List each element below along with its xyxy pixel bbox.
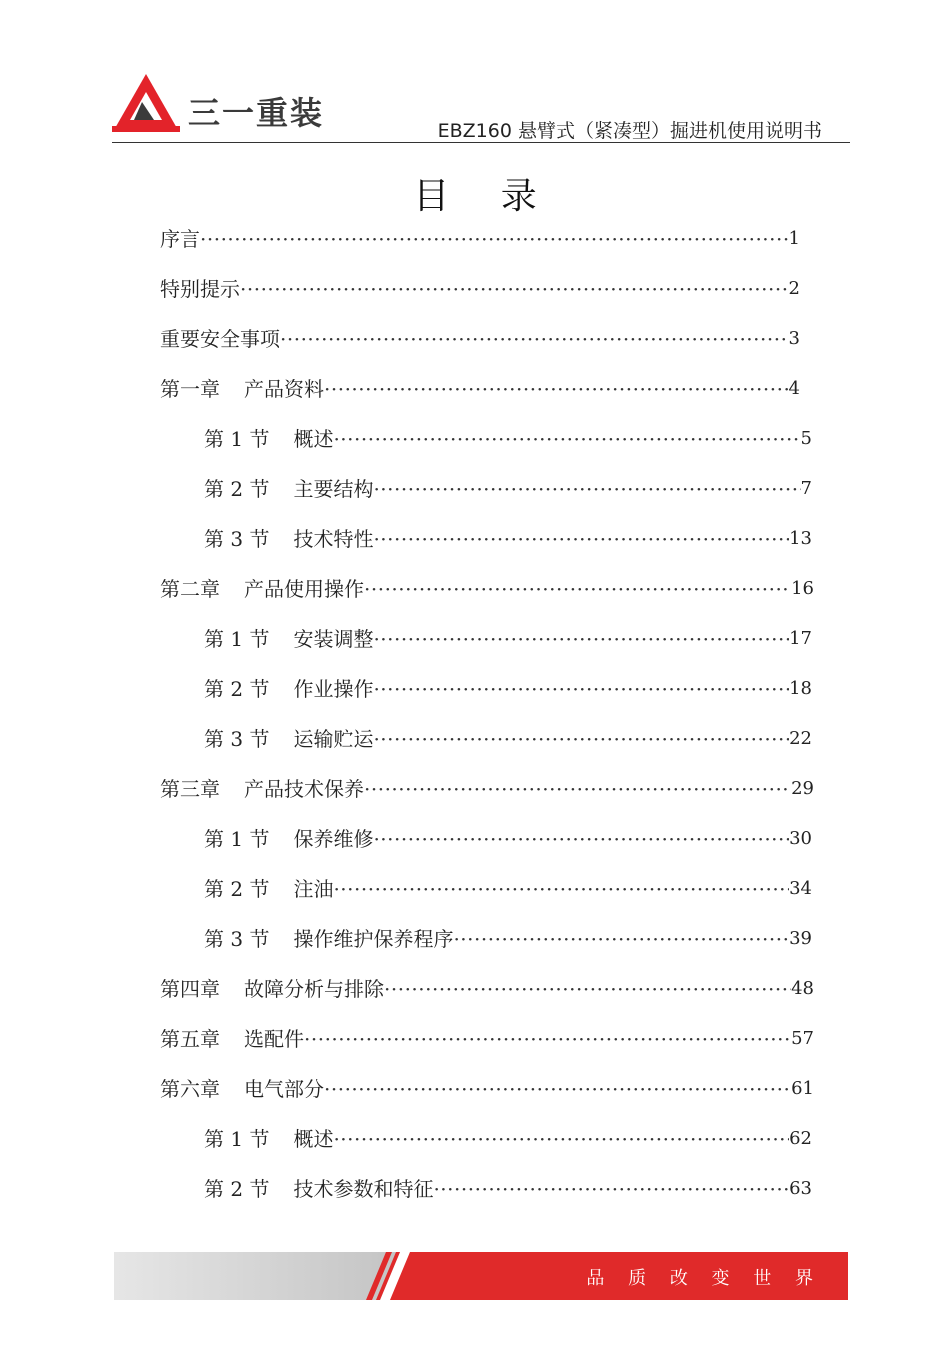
toc-leader-dots (200, 226, 789, 252)
toc-entry[interactable] (204, 522, 812, 552)
toc-entry-number: 第 2 节 (204, 877, 270, 901)
toc-entry[interactable] (160, 322, 800, 352)
toc-entry-page: 62 (789, 1128, 812, 1149)
toc-entry[interactable] (160, 1072, 814, 1102)
toc-leader-dots (373, 726, 789, 752)
toc-entry[interactable] (204, 472, 812, 502)
toc-leader-dots (333, 1126, 789, 1152)
toc-entry-label: 技术特性 (293, 527, 374, 551)
toc-entry-page: 63 (789, 1178, 812, 1199)
toc-entry-label: 选配件 (244, 1027, 304, 1051)
toc-entry-number: 第六章 (160, 1077, 220, 1101)
footer-slogan: 品 质 改 变 世 界 (586, 1268, 822, 1289)
toc-entry-label: 保养维修 (293, 827, 374, 851)
toc-entry-page: 29 (791, 778, 814, 799)
toc-heading: 目 录 (413, 176, 557, 217)
toc-leader-dots (373, 826, 789, 852)
toc-entry[interactable] (204, 672, 812, 702)
toc-entry[interactable] (204, 622, 812, 652)
toc-entry-label: 重要安全事项 (160, 327, 280, 351)
toc-entry[interactable] (160, 372, 800, 402)
toc-entry-page: 2 (788, 278, 800, 299)
toc-entry-number: 第二章 (160, 577, 220, 601)
toc-leader-dots (324, 376, 789, 402)
toc-entry-page: 34 (789, 878, 812, 899)
toc-entry-page: 13 (789, 528, 812, 549)
toc-leader-dots (324, 1076, 791, 1102)
toc-entry-page: 4 (788, 378, 800, 399)
toc-entry-page: 16 (791, 578, 814, 599)
toc-entry-label: 主要结构 (293, 477, 374, 501)
toc-entry-page: 7 (800, 478, 812, 499)
toc-entry-label: 产品技术保养 (244, 777, 364, 801)
toc-entry-page: 22 (789, 728, 812, 749)
toc-entry-number: 第 3 节 (204, 927, 270, 951)
toc-entry-label: 安装调整 (293, 627, 374, 651)
sany-logo-icon (112, 72, 180, 134)
toc-entry[interactable] (160, 1022, 814, 1052)
toc-entry-label: 产品资料 (244, 377, 324, 401)
toc-entry-label: 概述 (293, 1127, 334, 1151)
toc-leader-dots (333, 426, 800, 452)
brand-name: 三一重装 (188, 94, 325, 132)
toc-leader-dots (373, 626, 789, 652)
toc-entry-page: 48 (791, 978, 814, 999)
toc-entry-number: 第 1 节 (204, 1127, 270, 1151)
toc-entry-label: 电气部分 (244, 1077, 324, 1101)
toc-entry[interactable] (160, 972, 814, 1002)
toc-leader-dots (373, 476, 800, 502)
toc-entry[interactable] (160, 572, 814, 602)
toc-entry-number: 第 1 节 (204, 427, 270, 451)
toc-entry-page: 30 (789, 828, 812, 849)
toc-entry-number: 第 3 节 (204, 527, 270, 551)
toc-entry[interactable] (204, 422, 812, 452)
toc-entry-label: 注油 (293, 877, 334, 901)
toc-entry-page: 61 (791, 1078, 814, 1099)
toc-entry-number: 第四章 (160, 977, 220, 1001)
toc-leader-dots (364, 776, 791, 802)
toc-entry-number: 第 1 节 (204, 627, 270, 651)
toc-entry[interactable] (204, 922, 812, 952)
toc-entry-label: 操作维护保养程序 (293, 927, 454, 951)
toc-entry-label: 运输贮运 (293, 727, 374, 751)
toc-entry-number: 第五章 (160, 1027, 220, 1051)
toc-leader-dots (433, 1176, 789, 1202)
toc-entry-label: 技术参数和特征 (293, 1177, 434, 1201)
toc-entry-page: 17 (789, 628, 812, 649)
toc-leader-dots (384, 976, 791, 1002)
toc-entry-page: 39 (789, 928, 812, 949)
toc-entry[interactable] (204, 722, 812, 752)
toc-leader-dots (373, 676, 789, 702)
header-divider (112, 142, 850, 143)
toc-entry-page: 5 (800, 428, 812, 449)
toc-entry-label: 概述 (293, 427, 334, 451)
toc-entry-label: 特别提示 (160, 277, 240, 301)
toc-entry[interactable] (160, 772, 814, 802)
toc-entry-number: 第三章 (160, 777, 220, 801)
toc-leader-dots (373, 526, 789, 552)
toc-entry-page: 1 (788, 228, 800, 249)
toc-leader-dots (240, 276, 789, 302)
toc-entry-label: 故障分析与排除 (244, 977, 384, 1001)
toc-leader-dots (333, 876, 789, 902)
toc-entry-number: 第 2 节 (204, 1177, 270, 1201)
toc-entry[interactable] (204, 872, 812, 902)
toc-entry-label: 作业操作 (293, 677, 374, 701)
document-title: EBZ160 悬臂式（紧凑型）掘进机使用说明书 (437, 120, 822, 142)
toc-entry-number: 第 1 节 (204, 827, 270, 851)
toc-entry-number: 第 3 节 (204, 727, 270, 751)
toc-leader-dots (453, 926, 789, 952)
toc-leader-dots (280, 326, 789, 352)
toc-entry[interactable] (160, 272, 800, 302)
toc-entry[interactable] (204, 1172, 812, 1202)
toc-entry-page: 18 (789, 678, 812, 699)
page-header (0, 0, 950, 150)
toc-entry[interactable] (160, 222, 800, 252)
toc-entry-number: 第 2 节 (204, 677, 270, 701)
toc-entry-number: 第 2 节 (204, 477, 270, 501)
toc-leader-dots (364, 576, 791, 602)
toc-entry[interactable] (204, 822, 812, 852)
toc-entry-label: 序言 (160, 227, 200, 251)
toc-leader-dots (304, 1026, 791, 1052)
toc-entry-page: 57 (791, 1028, 814, 1049)
toc-entry-label: 产品使用操作 (244, 577, 364, 601)
toc-entry-number: 第一章 (160, 377, 220, 401)
toc-entry[interactable] (204, 1122, 812, 1152)
toc-entry-page: 3 (788, 328, 800, 349)
